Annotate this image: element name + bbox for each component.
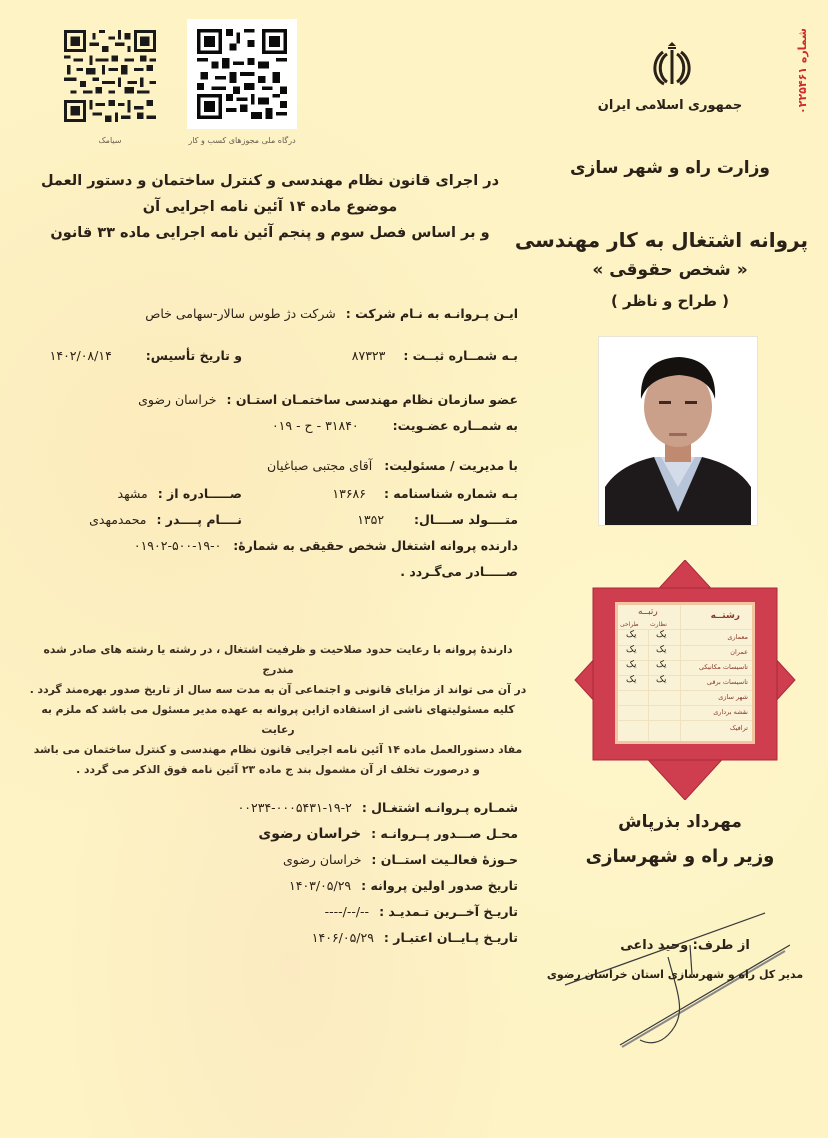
engineering-org-row xyxy=(138,392,518,407)
birth-year-row xyxy=(357,512,518,527)
issued-text: صـــــادر می‌گـردد . xyxy=(400,564,518,579)
company-name-row xyxy=(145,306,518,321)
grade-col-design: طراحی xyxy=(620,621,639,628)
registration-label: بـه شمــاره ثبــت : xyxy=(403,348,518,363)
founded-row xyxy=(50,348,242,363)
ministry-name: وزارت راه و شهر سازی xyxy=(570,158,770,178)
license-number-label: شمـاره پـروانـه اشتغـال : xyxy=(361,800,518,815)
grade-badge xyxy=(555,560,815,800)
issue-place-value: خراسان رضوی xyxy=(258,826,362,842)
terms-paragraph xyxy=(28,640,528,780)
manager-row xyxy=(267,458,518,473)
terms-line: و درصورت تخلف از آن مشمول بند ج ماده ۲۳ آئین نامه فوق الذکر می گردد . xyxy=(76,763,480,776)
terms-line: دارندهٔ پروانه با رعایت حدود صلاحیت و ظرفیت اشتغال ، در رشته یا رشته های صادر شده مندرج xyxy=(43,643,513,676)
terms-line: مفاد دستورالعمل ماده ۱۴ آئین نامه اجرایی قانون نظام مهندسی و کنترل ساختمان می باشد xyxy=(33,743,523,756)
last-renewal-label: تاریـخ آخــرین تـمدیـد : xyxy=(379,904,518,919)
grade-header-grade: رتبــه xyxy=(638,607,658,617)
grade-field: تاسیسات مکانیکی xyxy=(699,663,748,671)
grade-design: یک xyxy=(626,675,637,685)
manager-label: با مدیریت / مسئولیت: xyxy=(384,458,518,473)
grade-design: یک xyxy=(626,630,637,640)
license-title: پروانه اشتغال به کار مهندسی xyxy=(514,228,808,252)
grade-supervision: یک xyxy=(656,645,667,655)
activity-zone-row xyxy=(283,852,518,867)
expiry-label: تاریـخ پـایــان اعتبـار : xyxy=(383,930,518,945)
grade-design: یک xyxy=(626,645,637,655)
grade-supervision: یک xyxy=(656,660,667,670)
founded-value: ۱۴۰۲/۰۸/۱۴ xyxy=(49,348,112,363)
intro-line: در اجرای قانون نظام مهندسی و کنترل ساختمان و دستور العمل xyxy=(40,173,500,189)
father-name-label: نــــام پــــدر : xyxy=(156,512,242,527)
grade-table xyxy=(615,602,755,744)
first-issue-label: تاریخ صدور اولین پروانه : xyxy=(361,878,518,893)
terms-line: کلیه مسئولیتهای ناشی از استفاده ازاین پروانه به عهده مدیر مسئول می باشد که ملزم به رعایت xyxy=(41,703,515,736)
first-issue-value: ۱۴۰۳/۰۵/۲۹ xyxy=(289,878,352,893)
qr-code-business-portal xyxy=(187,19,297,129)
founded-label: و تاریخ تأسیس: xyxy=(145,348,242,363)
grade-supervision: یک xyxy=(656,630,667,640)
id-number-label: بـه شماره شناسنامه : xyxy=(383,486,518,501)
expiry-row xyxy=(312,930,518,945)
registration-value: ۸۷۳۲۳ xyxy=(351,348,386,363)
grade-field: تاسیسات برقی xyxy=(706,678,748,686)
holder-photo xyxy=(598,336,758,526)
minister-title: وزیر راه و شهرسازی xyxy=(585,846,775,867)
serial-number: شماره ۰۲۲۵۴۶۱ xyxy=(796,28,809,114)
grade-field: شهر سازی xyxy=(718,693,748,701)
holder-label: دارنده پروانه اشتغال شخص حقیقی به شمارهٔ: xyxy=(233,538,518,553)
intro-line: موضوع ماده ۱۴ آئین نامه اجرایی آن xyxy=(142,199,398,215)
father-name-row xyxy=(89,512,242,527)
grade-design: یک xyxy=(626,660,637,670)
entity-type: « شخص حقوقی » xyxy=(592,260,748,280)
iran-emblem-icon xyxy=(652,40,692,90)
on-behalf-of: از طرف: وحید داعی xyxy=(620,938,750,953)
qr-caption-business-portal: درگاه ملی مجوزهای کسب و کار xyxy=(188,136,296,145)
qr-caption-simak: سیامک xyxy=(98,136,122,145)
grade-supervision: یک xyxy=(656,675,667,685)
last-renewal-value: --/--/---- xyxy=(324,904,370,919)
qr-code-simak xyxy=(64,30,156,122)
grade-row xyxy=(618,707,752,720)
manager-value: آقای مجتبی صباغیان xyxy=(267,458,373,473)
expiry-value: ۱۴۰۶/۰۵/۲۹ xyxy=(311,930,374,945)
membership-row xyxy=(272,418,518,433)
membership-value: ۳۱۸۴۰ - ح - ۰۱۹ xyxy=(271,418,359,433)
grade-field: ترافیک xyxy=(729,724,748,732)
grade-row xyxy=(618,632,752,645)
issued-from-label: صـــــادره از : xyxy=(157,486,242,501)
father-name-value: محمدمهدی xyxy=(89,512,147,527)
country-name: جمهوری اسلامی ایران xyxy=(597,98,743,113)
license-scope: ( طراح و ناظر ) xyxy=(610,292,730,310)
license-number-row xyxy=(238,800,518,815)
last-renewal-row xyxy=(325,904,518,919)
company-name-label: ایـن پـروانـه به نـام شرکت : xyxy=(345,306,518,321)
birth-year-value: ۱۳۵۲ xyxy=(357,512,385,527)
company-name-value: شرکت دژ طوس سالار-سهامی خاص xyxy=(145,306,336,321)
grade-row xyxy=(618,662,752,675)
grade-field: عمران xyxy=(730,648,748,656)
id-number-row xyxy=(332,486,518,501)
issue-place-label: محـل صـــدور پــروانـه : xyxy=(371,826,518,841)
grade-row xyxy=(618,692,752,705)
grade-row xyxy=(618,647,752,660)
minister-name: مهرداد بذرپاش xyxy=(618,812,742,832)
issue-place-row xyxy=(258,826,518,842)
first-issue-row xyxy=(289,878,518,893)
issued-from-value: مشهد xyxy=(117,486,148,501)
registration-row xyxy=(352,348,518,363)
membership-label: به شمــاره عضـویت: xyxy=(392,418,518,433)
id-number-value: ۱۳۶۸۶ xyxy=(332,486,366,501)
intro-line: و بر اساس فصل سوم و پنجم آئین نامه اجرایی ماده ۳۳ قانون xyxy=(50,225,490,241)
grade-header-field: رشتــه xyxy=(710,611,740,621)
grade-field: معماری xyxy=(727,633,748,641)
birth-year-label: متــــولد ســــال: xyxy=(414,512,518,527)
intro-text xyxy=(40,168,500,246)
holder-value: ۰-۱۹-۵۰۰-۰۱۹۰۲ xyxy=(133,538,222,553)
grade-field: نقشه برداری xyxy=(713,708,748,716)
grade-row xyxy=(618,677,752,690)
activity-zone-label: حـوزهٔ فعالـیت استــان : xyxy=(371,852,518,867)
terms-line: در آن می تواند از مزایای قانونی و اجتماعی آن به مدت سه سال از تاریخ صدور بهره‌مند گردد . xyxy=(29,683,527,696)
holder-row xyxy=(134,538,518,553)
issued-from-row xyxy=(118,486,242,501)
grade-row xyxy=(618,723,752,736)
license-number-value: ۰۰۲۳۴-۰۰۰۵۴۳۱-۱۹-۲ xyxy=(237,800,352,815)
engineering-org-value: خراسان رضوی xyxy=(138,392,217,407)
activity-zone-value: خراسان رضوی xyxy=(283,852,362,867)
delegate-title: مدیر کل راه و شهرسازی استان خراسان رضوی xyxy=(546,968,804,981)
engineering-org-label: عضو سازمان نظام مهندسی ساختمـان استـان : xyxy=(226,392,518,407)
grade-col-supervision: نظارت xyxy=(650,621,667,628)
